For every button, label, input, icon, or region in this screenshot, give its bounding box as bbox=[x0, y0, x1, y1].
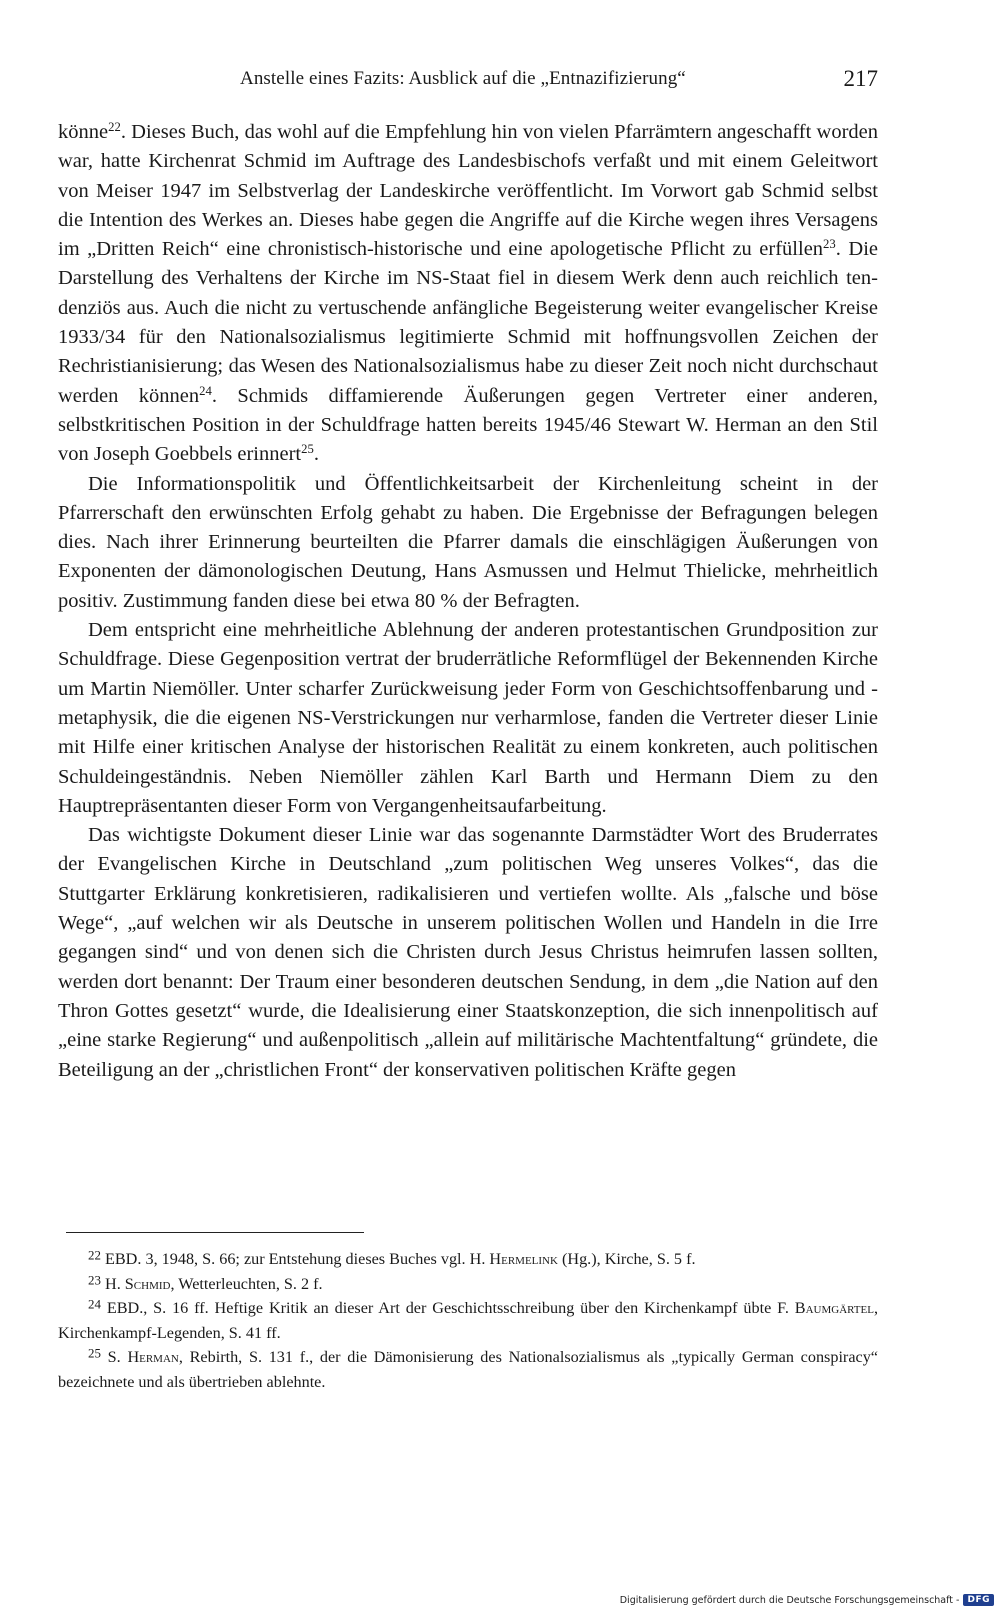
footnote-divider bbox=[66, 1232, 364, 1233]
running-title: Anstelle eines Fazits: Ausblick auf die „Entnazifizierung“ bbox=[240, 68, 686, 89]
footnote-ref-25: 25 bbox=[301, 442, 314, 457]
page-number: 217 bbox=[843, 66, 878, 91]
footnote-23 bbox=[58, 1272, 878, 1297]
footnote-lead: EBD bbox=[105, 1250, 138, 1268]
footnote-text: ., S. 16 ff. Heftige Kritik an dieser Art der Geschichtsschreibung über den Kirchenkampf übte F. bbox=[139, 1299, 795, 1317]
author-name: Herman bbox=[127, 1348, 179, 1366]
book-page bbox=[58, 0, 878, 1614]
paragraph-4: Das wichtigste Dokument dieser Linie war das sogenannte Darmstädter Wort des Bruderrates der Evangelischen Kirche in Deutschland „zum politischen Weg unseres Volkes“, das die Stuttgarter Erklärung konkretisieren, radikalisieren und vertiefen wollte. Als „falsche und böse Wege“, „auf welchen wir als Deutsche in unserem politischen Wollen und Handeln in die Irre gegangen sind“ und von denen sich die Christen durch Jesus Christus heimrufen lassen sollten, werden dort benannt: Der Traum einer besonderen deutschen Sendung, in dem „die Nation auf den Thron Gottes gesetzt“ wurde, die Idealisierung einer Staatskonzeption, die sich innenpolitisch auf „eine starke Regierung“ und außenpolitisch „allein auf militärische Machtentfaltung“ gründete, die Beteiligung an der „christlichen Front“ der konservativen politischen Kräfte gegen bbox=[58, 824, 878, 1081]
paragraph-3: Dem entspricht eine mehrheitliche Ablehnung der anderen protestantischen Grundposition zur Schuldfrage. Diese Gegenposition vertrat der bruderrätliche Reformflügel der Bekennenden Kirche um Martin Niemöller. Unter scharfer Zurückweisung jeder Form von Geschichtsoffenbarung und -metaphysik, die die eigenen NS-Verstrickungen nur verharmlose, fanden die Vertreter dieser Linie mit Hilfe einer kritischen Analyse der historischen Realität zu einem konkreten, auch politischen Schuldeingeständnis. Neben Niemöller zählen Karl Barth und Hermann Diem zu den Hauptrepräsentanten dieser Form von Vergangenheitsaufarbeitung. bbox=[58, 619, 878, 817]
text-run: . Die Darstellung des Verhaltens der Kirche im NS-Staat fiel in diesem Werk denn auch reichlich tendenziös aus. Auch die nicht zu vertuschende anfängliche Begeisterung weiter evangelischer Kreise 1933/34 für den Nationalsozialismus legitimierte Schmid mit hoffnungsvollen Zeichen der Rechristianisierung; das Wesen des Nationalsozialismus habe zu dieser Zeit noch nicht durchschaut werden können bbox=[58, 238, 878, 407]
dfg-logo: DFG bbox=[963, 1594, 994, 1606]
footnote-ref-24: 24 bbox=[199, 383, 212, 398]
main-text bbox=[58, 118, 878, 1085]
footnote-number: 25 bbox=[88, 1345, 101, 1361]
footnote-22 bbox=[58, 1247, 878, 1272]
text-run: könne bbox=[58, 121, 109, 143]
author-name: Hermelink bbox=[489, 1250, 558, 1268]
footnote-24 bbox=[58, 1296, 878, 1345]
footnote-text: , Wetterleuchten, S. 2 f. bbox=[170, 1274, 323, 1293]
footnote-text: H. bbox=[105, 1274, 125, 1293]
author-name: Schmid bbox=[124, 1274, 171, 1293]
footnotes bbox=[58, 1247, 878, 1394]
author-name: Baumgärtel bbox=[794, 1299, 874, 1317]
footnote-text: S. bbox=[107, 1348, 128, 1366]
running-header bbox=[58, 66, 878, 96]
text-run: . bbox=[313, 443, 319, 466]
footnote-text: , Kirchenkampf-Legenden, S. 41 ff. bbox=[58, 1299, 879, 1342]
footnote-number: 23 bbox=[88, 1271, 101, 1287]
footnote-number: 24 bbox=[88, 1296, 101, 1312]
funding-note bbox=[620, 1592, 994, 1608]
footnote-text: . 3, 1948, S. 66; zur Entstehung dieses Buches vgl. H. bbox=[137, 1250, 490, 1268]
footnote-number: 22 bbox=[88, 1247, 101, 1263]
footnote-lead: EBD bbox=[106, 1299, 140, 1317]
footnote-text: , Rebirth, S. 131 f., der die Dämonisierung des Nationalsozialismus als „typically German conspiracy“ bezeichnete und als übertrieben ablehnte. bbox=[58, 1348, 878, 1391]
text-run: . Schmids diffamierende Äußerungen gegen Vertreter einer anderen, selbstkritischen Position in der Schuldfrage hatten bereits 1945/46 Stewart W. Herman an den Stil von Joseph Goebbels erinnert bbox=[58, 384, 878, 466]
footnote-text: (Hg.), Kirche, S. 5 f. bbox=[557, 1250, 696, 1268]
footnote-ref-22: 22 bbox=[108, 120, 121, 135]
paragraph-2: Die Informationspolitik und Öffentlichkeitsarbeit der Kirchenleitung scheint in der Pfarrerschaft den erwünschten Erfolg gehabt zu haben. Die Ergebnisse der Befragungen belegen dies. Nach ihrer Erinnerung beurteilten die Pfarrer damals die einschlägigen Äußerungen von Exponenten der dämonologischen Deutung, Hans Asmussen und Helmut Thielicke, mehrheitlich positiv. Zustimmung fanden diese bei etwa 80 % der Befragten. bbox=[58, 472, 878, 612]
paragraph-1 bbox=[58, 118, 878, 470]
footnote-ref-23: 23 bbox=[823, 237, 836, 252]
funding-text: Digitalisierung gefördert durch die Deutsche Forschungsgemeinschaft - bbox=[619, 1594, 960, 1606]
footnote-25 bbox=[58, 1345, 878, 1394]
text-run: . Dieses Buch, das wohl auf die Empfehlung hin von vielen Pfarrämtern angeschafft worden war, hatte Kirchenrat Schmid im Auftrage des Landesbischofs verfaßt und mit einem Geleitwort von Meiser 1947 im Selbstverlag der Landeskirche veröffentlicht. Im Vorwort gab Schmid selbst die Intention des Werkes an. Dieses habe gegen die Angriffe auf die Kirche wegen ihres Versagens im „Dritten Reich“ eine chronistisch-historische und eine apologetische Pflicht zu erfüllen bbox=[58, 121, 878, 261]
